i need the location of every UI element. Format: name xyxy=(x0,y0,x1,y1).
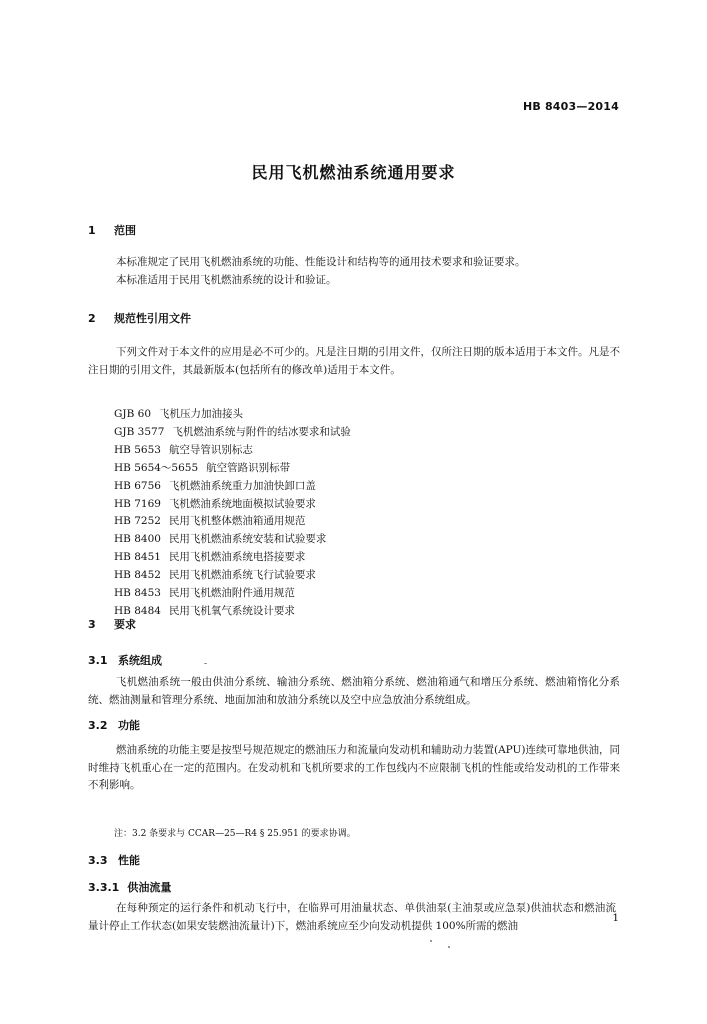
section-title: 供油流量 xyxy=(127,881,172,894)
reference-item xyxy=(114,406,351,424)
reference-code: HB 5654～5655 xyxy=(114,461,199,474)
reference-code: HB 8400 xyxy=(114,533,161,546)
reference-item xyxy=(114,478,351,496)
section-1-heading xyxy=(88,222,136,238)
reference-item xyxy=(114,549,351,567)
reference-code: HB 6756 xyxy=(114,479,161,492)
reference-item xyxy=(114,460,351,478)
normative-reference-list xyxy=(114,406,351,621)
standard-number: HB 8403—2014 xyxy=(522,100,619,113)
section-3-3-heading xyxy=(88,852,140,868)
reference-code: HB 8452 xyxy=(114,569,161,582)
section-number: 1 xyxy=(88,224,96,237)
section-3-2-heading xyxy=(88,717,140,733)
section-title: 功能 xyxy=(118,719,140,732)
reference-code: HB 7169 xyxy=(114,497,161,510)
section-3-1-paragraph: 飞机燃油系统一般由供油分系统、输油分系统、燃油箱分系统、燃油箱通气和增压分系统、燃油箱惰化分系统、燃油测量和管理分系统、地面加油和放油分系统以及空中应急放油分系统组成。 xyxy=(88,676,620,706)
reference-item xyxy=(114,496,351,514)
reference-code: HB 5653 xyxy=(114,443,161,456)
reference-code: HB 7252 xyxy=(114,515,161,528)
section-1-paragraph-1: 本标准规定了民用飞机燃油系统的功能、性能设计和结构等的通用技术要求和验证要求。 xyxy=(116,256,526,268)
reference-title: 民用飞机氧气系统设计要求 xyxy=(168,604,295,617)
section-number: 3 xyxy=(88,618,96,631)
reference-code: HB 8451 xyxy=(114,551,161,564)
section-title: 系统组成 xyxy=(118,654,162,667)
section-title: 性能 xyxy=(118,854,140,867)
reference-item xyxy=(114,567,351,585)
reference-item xyxy=(114,513,351,531)
section-number: 3.3 xyxy=(88,854,108,867)
section-3-1-heading xyxy=(88,652,162,668)
reference-code: HB 8484 xyxy=(114,604,161,617)
reference-code: HB 8453 xyxy=(114,587,161,600)
section-2-heading xyxy=(88,310,191,326)
reference-item xyxy=(114,424,351,442)
reference-title: 民用飞机燃油附件通用规范 xyxy=(168,587,295,600)
reference-item xyxy=(114,585,351,603)
reference-item xyxy=(114,531,351,549)
section-title: 规范性引用文件 xyxy=(114,312,191,325)
page-number: 1 xyxy=(612,912,619,924)
reference-title: 航空管路识别标带 xyxy=(206,461,291,474)
section-title: 范围 xyxy=(114,224,136,237)
reference-title: 飞机燃油系统与附件的结冰要求和试验 xyxy=(172,425,351,438)
section-2-intro: 下列文件对于本文件的应用是必不可少的。凡是注日期的引用文件，仅所注日期的版本适用于本文件。凡是不注日期的引用文件，其最新版本(包括所有的修改单)适用于本文件。 xyxy=(88,346,620,376)
section-3-2-paragraph: 燃油系统的功能主要是按型号规范规定的燃油压力和流量向发动机和辅助动力装置(APU)连续可靠地供油，同时维持飞机重心在一定的范围内。在发动机和飞机所要求的工作包线内不应限制飞机的性能或给发动机的工作带来不利影响。 xyxy=(88,744,621,791)
section-number: 3.1 xyxy=(88,654,108,667)
reference-title: 飞机燃油系统重力加油快卸口盖 xyxy=(168,479,316,492)
scan-speck xyxy=(430,940,432,942)
document-title: 民用飞机燃油系统通用要求 xyxy=(251,163,456,182)
section-1-paragraph-2: 本标准适用于民用飞机燃油系统的设计和验证。 xyxy=(116,274,337,286)
section-number: 3.3.1 xyxy=(88,881,120,894)
section-3-3-1-heading xyxy=(88,879,171,895)
scan-speck xyxy=(204,663,207,664)
section-number: 3.2 xyxy=(88,719,108,732)
reference-code: GJB 60 xyxy=(114,408,152,420)
reference-title: 民用飞机燃油系统飞行试验要求 xyxy=(168,569,316,582)
section-3-3-1-paragraph: 在每种预定的运行条件和机动飞行中，在临界可用油量状态、单供油泵(主油泵或应急泵)供油状态和燃油流量计停止工作状态(如果安装燃油流量计)下，燃油系统应至少向发动机提供 100%所需的燃油 xyxy=(88,902,616,932)
reference-title: 民用飞机整体燃油箱通用规范 xyxy=(168,515,306,528)
reference-title: 民用飞机燃油系统电搭接要求 xyxy=(168,551,306,564)
reference-code: GJB 3577 xyxy=(114,425,165,438)
section-title: 要求 xyxy=(114,618,136,631)
reference-title: 飞机压力加油接头 xyxy=(159,408,244,420)
reference-title: 飞机燃油系统地面模拟试验要求 xyxy=(168,497,316,510)
reference-title: 航空导管识别标志 xyxy=(168,443,253,456)
reference-title: 民用飞机燃油系统安装和试验要求 xyxy=(168,533,327,546)
scan-speck xyxy=(448,946,450,948)
reference-item xyxy=(114,442,351,460)
section-3-heading xyxy=(88,616,136,632)
section-number: 2 xyxy=(88,312,96,325)
reference-item xyxy=(114,603,351,621)
section-3-2-note: 注：3.2 条要求与 CCAR—25—R4 § 25.951 的要求协调。 xyxy=(114,829,356,839)
